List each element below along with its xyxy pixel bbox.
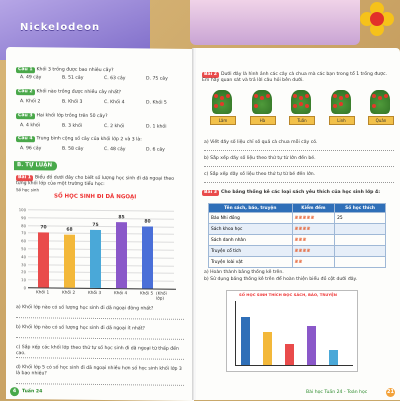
y-tick-label: 70 [21,230,26,236]
table-cell-name: Truyện cổ tích [209,246,293,257]
exercise-2a: a) Viết dãy số liệu chỉ số quả cà chua mỗi cây có. [204,140,318,145]
chart-y-label: Số học sinh [16,187,39,193]
question-tag: Câu 3 [18,113,33,119]
table-cell-count[interactable] [335,235,386,246]
tomato-icon [220,96,224,100]
table-cell-count[interactable] [335,257,386,268]
option[interactable]: C. Khối 4 [104,100,125,106]
page-number-left: 4 [10,387,19,396]
table-header: Số học thích [335,204,386,213]
bar [329,350,338,365]
bar [90,229,101,288]
x-tick-label: Khối 3 [88,289,102,296]
flower-decoration [360,2,394,36]
tomato-icon [254,104,258,108]
bar [142,226,153,289]
tomato-icon [226,94,230,98]
answer-line[interactable] [204,182,394,183]
question-tag: Câu 1 [18,67,33,73]
option[interactable]: A. 96 cây [20,146,42,152]
question-1-options [20,75,188,82]
tomato-icon [333,94,337,98]
x-axis [235,365,353,366]
question-3-options [20,123,188,130]
tomato-icon [214,104,218,108]
option[interactable]: D. 6 cây [146,147,165,153]
table-cell-tally: 𝍸𝍸𝍸𝍸 [292,246,335,257]
bar [241,317,250,365]
tomato-icon [220,102,224,106]
option[interactable]: A. Khối 2 [20,99,41,105]
table-cell-count[interactable] [335,246,386,257]
section-title: B. TỰ LUẬN [14,161,57,170]
answer-line[interactable] [16,337,184,340]
tomato-plant [364,88,396,132]
table-row [209,246,386,257]
question-tag: Câu 4 [18,136,33,142]
exercise-tag: Bài 2 [204,72,217,77]
table-row [209,235,386,246]
question-4 [16,136,186,144]
tomato-icon [372,94,376,98]
option[interactable]: C. 63 cây [104,76,126,82]
question-4-options [20,146,188,153]
option[interactable]: A. 49 cây [20,75,42,81]
exercise-3-prompt [202,190,394,196]
answer-line[interactable] [16,317,184,320]
y-tick-label: 90 [21,214,26,221]
tomato-icon [305,94,309,98]
exercise-2-prompt [202,72,394,84]
tomato-icon [299,96,303,100]
exercise-text: Biểu đồ dưới đây cho biết số lượng học sinh đi dã ngoại theo từng khối lớp của một trường tiểu học: [16,175,175,188]
answer-b: b) Khối lớp nào có số lượng học sinh đi dã ngoại ít nhất? [16,325,145,332]
question-text: Hai khối lớp trồng trên 50 cây? [36,113,108,120]
table-row [209,224,386,235]
stats-table [208,203,386,268]
option[interactable]: A. 4 khối [20,123,41,129]
option[interactable]: C. 48 cây [104,147,126,153]
answer-line[interactable] [204,166,394,167]
table-header: Kiểm đếm [292,204,335,213]
tomato-icon [372,104,376,108]
tomato-icon [214,94,218,98]
bar-value-label: 80 [144,219,151,225]
table-cell-count[interactable] [335,224,386,235]
option[interactable]: C. 2 khối [104,124,125,130]
tomato-icon [339,96,343,100]
pot-label: Tuấn [289,116,315,125]
table-cell-name: Sách danh nhân [209,235,293,246]
tomato-icon [293,94,297,98]
x-axis-label: (Khối lớp) [156,290,167,301]
table-row [209,213,386,224]
x-tick-label: Khối 4 [114,290,128,296]
table-cell-tally: 𝍸𝍸𝍸𝍸𝍸 [292,213,335,224]
x-tick-label: Khối 5 [140,290,154,296]
tomato-icon [299,102,303,106]
gridline [28,209,174,212]
answer-c: c) Sắp xếp các khối lớp theo thứ tự số học sinh đi dã ngoại từ thấp đến cao. [16,345,179,357]
bar-value-label: 85 [118,214,125,220]
question-tag: Câu 2 [18,89,33,95]
tomato-icon [266,94,270,98]
table-header: Tên sách, báo, truyện [209,204,293,213]
y-tick-label: 50 [21,246,26,252]
question-text: Khối nào trồng được nhiều cây nhất? [36,89,122,96]
exercise-3a: a) Hoàn thành bảng thống kê trên. [204,270,284,275]
tomato-icon [305,104,309,108]
answer-a: a) Khối lớp nào có số lượng học sinh đi dã ngoại đông nhất? [16,305,154,312]
question-text: Trung bình cộng số cây của khối lớp 2 và 3 là: [36,136,142,143]
y-tick-label: 30 [21,261,26,267]
x-tick-label: Khối 1 [36,289,50,295]
tomato-plant [325,88,357,132]
exercise-tag: Bài 3 [204,190,217,195]
y-tick-label: 60 [21,238,26,244]
question-2 [16,89,186,97]
exercise-2b: b) Sắp xếp dãy số liệu theo thứ tự từ lớn đến bé. [204,156,316,161]
tomato-icon [333,104,337,108]
pot-label: Hà [250,116,276,125]
y-tick-label: 80 [21,222,26,228]
chart-2-title: SỐ HỌC SINH THÍCH ĐỌC SÁCH, BÁO, TRUYỆN [239,292,337,297]
pot-label: Quân [368,116,394,125]
option[interactable]: B. 3 khối [62,123,83,129]
x-tick-label: Khối 2 [62,289,76,295]
footer-right: Bài học Tuần 24 - Toán học [306,390,368,395]
y-tick-label: 100 [18,207,26,213]
exercise-3b: b) Sử dụng bảng thống kê trên để hoàn thiện biểu đồ cột dưới đây. [204,277,358,282]
y-tick-label: 20 [21,269,26,275]
y-tick-label: 10 [21,277,26,283]
tomato-icon [260,96,264,100]
y-tick-label: 40 [21,253,26,260]
option[interactable]: D. Khối 5 [146,100,167,106]
box-brand-text: Nickelodeon [20,22,101,33]
left-page [6,47,194,401]
tomato-plant [285,88,317,132]
tomato-icon [293,104,297,108]
question-1 [16,67,186,75]
page-number-right: 21 [387,389,394,395]
bar [38,233,49,288]
y-axis [235,301,236,365]
tomato-icon [339,102,343,106]
table-cell-tally: 𝍸𝍸𝍸 [292,235,335,246]
exercise-tag: Bài 1 [18,175,31,181]
question-3 [16,113,186,121]
tomato-icon [345,94,349,98]
tomato-icon [254,94,258,98]
exercise-2c: c) Sắp xếp dãy số liệu theo thứ tự từ bé đến lớn. [204,172,316,177]
tomato-plant [206,88,238,132]
footer-left: Tuần 24 [22,389,43,395]
y-tick-label: 0 [23,285,26,291]
table-cell-name: Sách khoa học [209,224,293,235]
chart-title: SỐ HỌC SINH ĐI DÃ NGOẠI [54,193,137,201]
option[interactable]: D. 75 cây [146,76,168,82]
tomato-plant [246,88,278,132]
bar-value-label: 75 [92,222,99,228]
tomato-plants [206,88,396,132]
bar [307,326,316,365]
table-cell-name: Báo Nhi đồng [209,213,293,224]
bar-value-label: 68 [66,227,73,233]
table-cell-tally: 𝍸𝍸 [292,257,335,268]
bar [64,235,75,288]
pot-label: Lâm [210,116,236,125]
bar-chart-2 [226,290,358,372]
bar [116,222,127,288]
exercise-text: Dưới đây là hình ảnh các cây cà chua mà các bạn trong tổ 1 trồng được. Em hãy quan sát và trả lời câu hỏi bên dưới. [202,72,388,83]
bar-chart [16,187,176,301]
pot-label: Linh [329,116,355,125]
tomato-icon [378,96,382,100]
open-book [6,48,400,400]
bar-value-label: 70 [40,225,47,231]
tomato-icon [384,94,388,98]
option[interactable]: B. 58 cây [62,146,84,152]
bar [285,344,294,365]
table-cell-tally: 𝍸𝍸𝍸𝍸 [292,224,335,235]
bar [263,332,272,365]
table-row [209,257,386,268]
right-page [196,48,400,400]
pink-box [190,0,360,45]
answer-line[interactable] [16,383,184,386]
table-cell-count[interactable]: 25 [335,213,386,224]
answer-d: d) Khối lớp 5 có số học sinh đi dã ngoại nhiều hơn số học sinh khối lớp 3 là bao nhiêu? [16,365,182,377]
answer-line[interactable] [204,150,394,151]
option[interactable]: D. 1 khối [146,124,167,130]
option[interactable]: B. 51 cây [62,75,84,81]
exercise-text: Cho bảng thống kê các loại sách yêu thích của học sinh lớp 4: [220,190,381,195]
question-2-options [20,99,188,106]
question-text: Khối 3 trồng được bao nhiêu cây? [36,67,114,74]
exercise-1-prompt [16,175,186,189]
option[interactable]: B. Khối 3 [62,99,83,105]
table-cell-name: Truyện loài vật [209,257,293,268]
